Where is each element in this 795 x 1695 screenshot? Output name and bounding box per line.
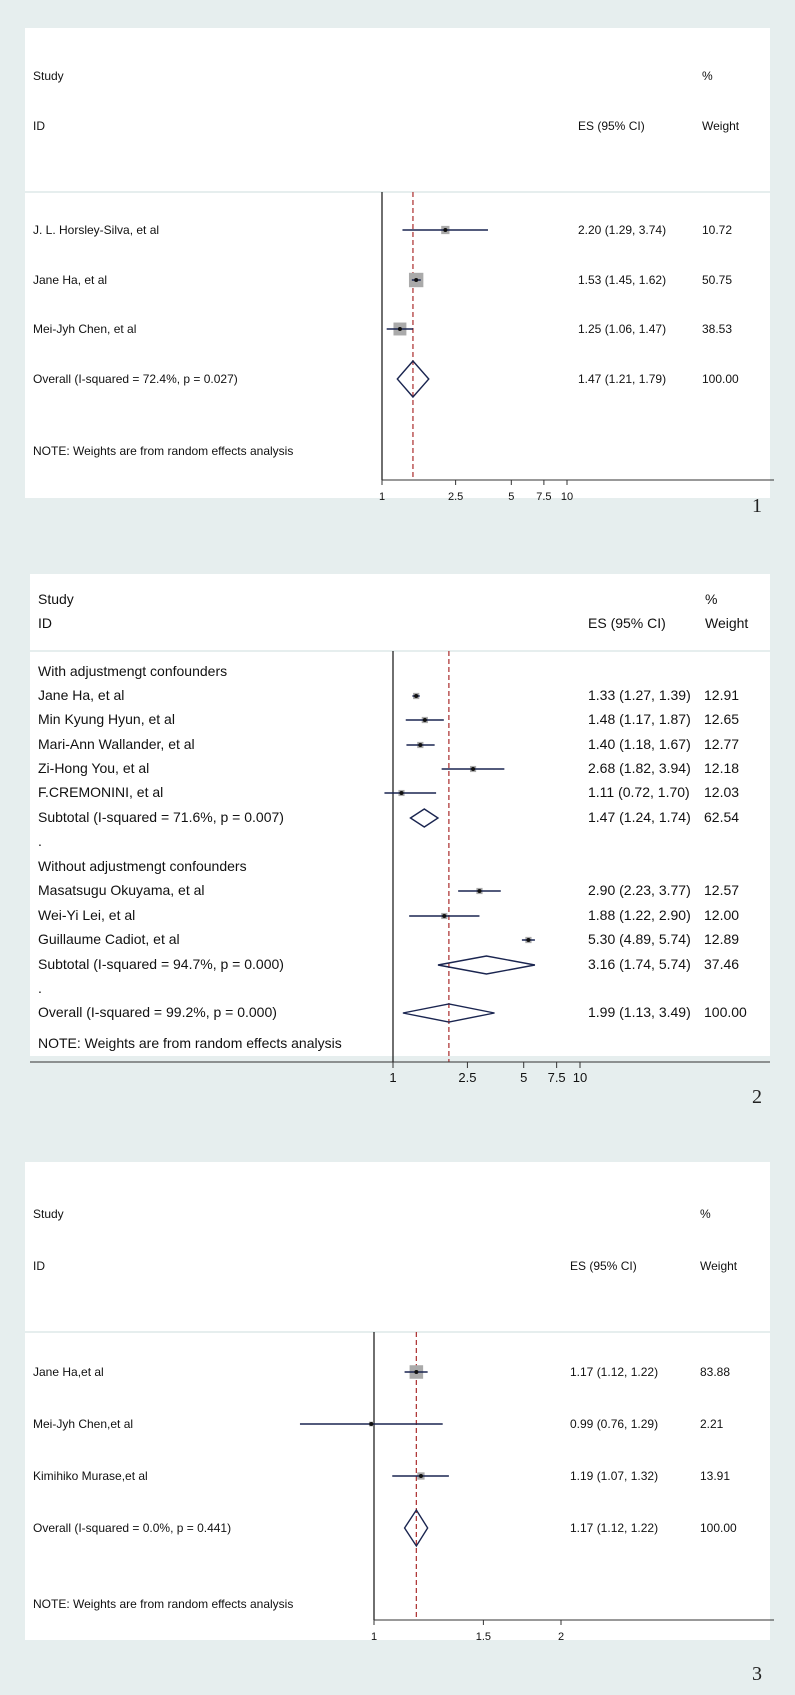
study-row-label: Zi-Hong You, et al — [38, 760, 150, 776]
header-id: ID — [38, 615, 52, 631]
study-row-label: F.CREMONINI, et al — [38, 784, 164, 800]
weights-note: NOTE: Weights are from random effects analysis — [33, 1597, 294, 1611]
effect-size-ci: 1.25 (1.06, 1.47) — [578, 322, 667, 336]
subtotal-row-label: Subtotal (I-squared = 94.7%, p = 0.000) — [38, 956, 284, 972]
study-row-label: Jane Ha, et al — [38, 687, 125, 703]
weight-value: 12.89 — [704, 931, 740, 947]
overall-row-label: Overall (I-squared = 99.2%, p = 0.000) — [38, 1004, 277, 1020]
point-estimate — [442, 914, 446, 918]
weight-value: 50.75 — [702, 273, 733, 287]
weights-note: NOTE: Weights are from random effects analysis — [33, 444, 294, 458]
forest-plot-3-svg — [0, 1132, 795, 1695]
x-tick-label: 2.5 — [458, 1070, 477, 1085]
forest-plot-panel-1 — [0, 0, 795, 535]
effect-size-ci: 1.17 (1.12, 1.22) — [570, 1365, 659, 1379]
study-row-label: Guillaume Cadiot, et al — [38, 931, 180, 947]
weight-value: 12.77 — [704, 736, 740, 752]
x-tick-label: 2 — [557, 1631, 565, 1643]
group-heading: With adjustmengt confounders — [38, 663, 228, 679]
point-estimate — [369, 1422, 373, 1426]
study-row-label: Kimihiko Murase,et al — [33, 1469, 148, 1483]
point-estimate — [414, 278, 418, 282]
study-row-label: Wei-Yi Lei, et al — [38, 907, 136, 923]
effect-size-ci: 2.68 (1.82, 3.94) — [588, 760, 691, 776]
header-es-ci: ES (95% CI) — [588, 615, 666, 631]
panel-number: 3 — [752, 1663, 762, 1685]
spacer-dot: . — [38, 980, 42, 996]
effect-size-ci: 2.90 (2.23, 3.77) — [588, 882, 691, 898]
weight-value: 12.03 — [704, 784, 740, 800]
point-estimate — [471, 767, 475, 771]
weight-value: 2.21 — [700, 1417, 724, 1431]
study-row-label: Masatsugu Okuyama, et al — [38, 882, 205, 898]
weight-value: 37.46 — [704, 956, 740, 972]
weight-value: 12.18 — [704, 760, 740, 776]
point-estimate — [398, 327, 402, 331]
x-tick-label: 5 — [520, 1070, 528, 1085]
x-tick-label: 1 — [370, 1631, 378, 1643]
effect-size-ci: 5.30 (4.89, 5.74) — [588, 931, 691, 947]
weight-value: 100.00 — [702, 372, 739, 386]
forest-plot-panel-2 — [0, 548, 795, 1120]
x-tick-label: 1 — [378, 491, 386, 503]
header-weight: Weight — [700, 1259, 738, 1273]
x-tick-label: 1.5 — [475, 1631, 492, 1643]
study-row-label: Jane Ha,et al — [33, 1365, 104, 1379]
overall-row-label: Overall (I-squared = 0.0%, p = 0.441) — [33, 1521, 232, 1535]
study-row-label: J. L. Horsley-Silva, et al — [33, 223, 160, 237]
weight-value: 12.65 — [704, 711, 740, 727]
x-tick-label: 10 — [572, 1070, 588, 1085]
header-es-ci: ES (95% CI) — [570, 1259, 637, 1273]
spacer-dot: . — [38, 833, 42, 849]
point-estimate — [477, 889, 481, 893]
x-tick-label: 10 — [560, 491, 574, 503]
x-tick-label: 1 — [389, 1070, 397, 1085]
effect-size-ci: 3.16 (1.74, 5.74) — [588, 956, 691, 972]
weight-value: 100.00 — [700, 1521, 737, 1535]
header-id: ID — [33, 119, 45, 133]
group-heading: Without adjustmengt confounders — [38, 858, 247, 874]
study-row-label: Mei-Jyh Chen,et al — [33, 1417, 134, 1431]
x-tick-label: 5 — [508, 491, 515, 503]
effect-size-ci: 1.88 (1.22, 2.90) — [588, 907, 691, 923]
header-percent: % — [702, 69, 713, 83]
study-row-label: Mari-Ann Wallander, et al — [38, 736, 195, 752]
weight-value: 12.91 — [704, 687, 740, 703]
weights-note: NOTE: Weights are from random effects analysis — [38, 1035, 342, 1051]
header-weight: Weight — [702, 119, 740, 133]
x-tick-label: 7.5 — [536, 491, 552, 503]
header-study: Study — [38, 591, 74, 607]
plot-area — [25, 1162, 770, 1640]
subtotal-row-label: Subtotal (I-squared = 71.6%, p = 0.007) — [38, 809, 284, 825]
effect-size-ci: 1.48 (1.17, 1.87) — [588, 711, 691, 727]
study-row-label: Min Kyung Hyun, et al — [38, 711, 175, 727]
effect-size-ci: 0.99 (0.76, 1.29) — [570, 1417, 659, 1431]
point-estimate — [418, 743, 422, 747]
header-study: Study — [33, 69, 64, 83]
effect-size-ci: 1.19 (1.07, 1.32) — [570, 1469, 659, 1483]
forest-plot-1-svg — [0, 0, 795, 535]
effect-size-ci: 2.20 (1.29, 3.74) — [578, 223, 667, 237]
plot-area — [25, 28, 770, 498]
weight-value: 12.57 — [704, 882, 740, 898]
point-estimate — [526, 938, 530, 942]
study-row-label: Jane Ha, et al — [33, 273, 108, 287]
effect-size-ci: 1.99 (1.13, 3.49) — [588, 1004, 691, 1020]
effect-size-ci: 1.17 (1.12, 1.22) — [570, 1521, 659, 1535]
panel-number: 1 — [752, 495, 762, 517]
header-study: Study — [33, 1207, 64, 1221]
effect-size-ci: 1.33 (1.27, 1.39) — [588, 687, 691, 703]
header-id: ID — [33, 1259, 45, 1273]
weight-value: 83.88 — [700, 1365, 731, 1379]
point-estimate — [419, 1474, 423, 1478]
header-es-ci: ES (95% CI) — [578, 119, 645, 133]
weight-value: 12.00 — [704, 907, 740, 923]
header-weight: Weight — [705, 615, 749, 631]
weight-value: 62.54 — [704, 809, 740, 825]
study-row-label: Mei-Jyh Chen, et al — [33, 322, 137, 336]
x-tick-label: 2.5 — [447, 491, 464, 503]
effect-size-ci: 1.53 (1.45, 1.62) — [578, 273, 667, 287]
weight-value: 10.72 — [702, 223, 733, 237]
header-percent: % — [705, 591, 718, 607]
effect-size-ci: 1.40 (1.18, 1.67) — [588, 736, 691, 752]
point-estimate — [443, 228, 447, 232]
header-percent: % — [700, 1207, 711, 1221]
weight-value: 100.00 — [704, 1004, 747, 1020]
overall-row-label: Overall (I-squared = 72.4%, p = 0.027) — [33, 372, 238, 386]
effect-size-ci: 1.11 (0.72, 1.70) — [588, 784, 690, 800]
point-estimate — [414, 694, 418, 698]
point-estimate — [423, 718, 427, 722]
forest-plot-panel-3 — [0, 1132, 795, 1695]
effect-size-ci: 1.47 (1.21, 1.79) — [578, 372, 667, 386]
x-tick-label: 7.5 — [547, 1070, 566, 1085]
point-estimate — [414, 1370, 418, 1374]
point-estimate — [399, 791, 403, 795]
forest-plot-2-svg — [0, 548, 795, 1120]
panel-number: 2 — [752, 1086, 762, 1108]
effect-size-ci: 1.47 (1.24, 1.74) — [588, 809, 691, 825]
weight-value: 38.53 — [702, 322, 733, 336]
weight-value: 13.91 — [700, 1469, 731, 1483]
